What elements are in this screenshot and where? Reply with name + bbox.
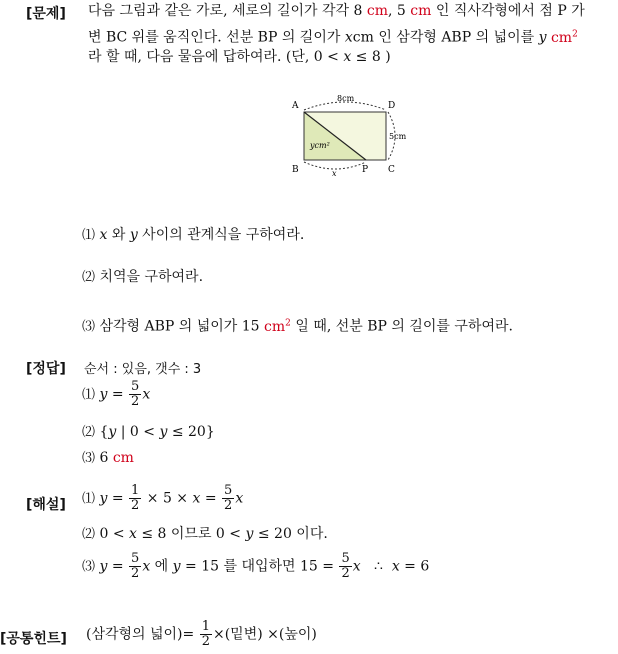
question-1: ⑴ x 와 y 사이의 관계식을 구하여라. [82,227,305,243]
label-right-length: 5cm [389,132,407,141]
label-bottom-length: x [332,169,337,178]
label-a: A [292,101,299,111]
label-d: D [388,101,396,111]
question-2: ⑵ 치역을 구하여라. [82,269,204,285]
label-top-length: 8cm [337,94,355,103]
answer-1: ⑴ y = $\frac{5}{2}$ x [82,379,151,409]
solution-1: ⑴ y = $\frac{1}{2}$ × 5 × x = $\frac{5}{2}$ x [82,483,244,513]
problem-tag: [문제] [26,6,66,22]
label-p: P [362,165,369,175]
answer-meta: 순서 : 있음, 갯수 : 3 [84,362,202,377]
solution-3: ⑶ y = $\frac{5}{2}$ x 에 y = 15 를 대입하면 15 = $\frac{5}{2}$ x ∴ x = 6 [82,551,430,581]
problem-line-2: 변 BC 위를 움직인다. 선분 BP 의 길이가 xcm 인 삼각형 ABP 의 넓이를 y $cm^2$ [88,29,578,46]
answer-2: ⑵ {y | 0 < y ≤ 20} [82,424,215,440]
question-3: ⑶ 삼각형 ABP 의 넓이가 15 $cm^2$ 일 때, 선분 BP 의 길이를 구하여라. [82,318,513,335]
label-b: B [292,165,299,175]
answer-3: ⑶ 6 cm [82,450,134,466]
problem-line-3: 라 할 때, 다음 물음에 답하여라. (단, 0 < x ≤ 8 ) [88,49,391,65]
answer-tag: [정답] [26,361,66,377]
hint-text: (삼각형의 넓이)= $\frac{1}{2}$ ×(밑변) ×(높이) [86,619,317,649]
solution-2: ⑵ 0 < x ≤ 8 이므로 0 < y ≤ 20 이다. [82,526,328,542]
problem-line-1: 다음 그림과 같은 가로, 세로의 길이가 각각 8 cm, 5 cm 인 직사각형에서 점 P 가 [88,3,585,19]
rectangle-figure [286,90,416,180]
label-area: ycm² [310,141,330,150]
solution-tag: [해설] [26,497,66,513]
hint-tag: [공통힌트] [0,631,67,647]
label-c: C [388,165,395,175]
